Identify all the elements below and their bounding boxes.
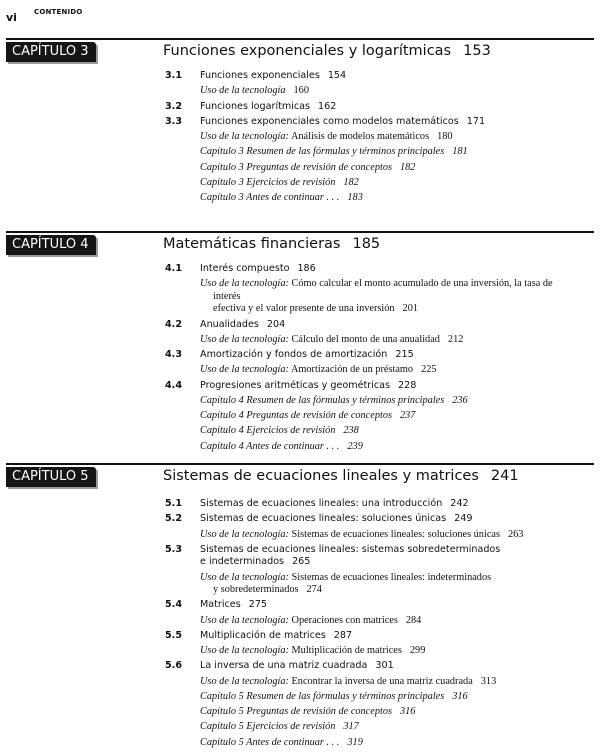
- review-title: Capítulo 4 Preguntas de revisión de conceptos: [200, 410, 392, 421]
- section-number: 5.6: [165, 660, 182, 672]
- toc-review-entry[interactable]: [200, 737, 565, 750]
- toc-review-entry[interactable]: [200, 691, 565, 704]
- toc-section-entry[interactable]: [165, 319, 565, 332]
- technology-label: Uso de la tecnología:: [200, 528, 289, 540]
- review-title: Capítulo 4 Resumen de las fórmulas y términos principales: [200, 394, 445, 406]
- section-number: 5.1: [165, 498, 182, 509]
- toc-section-entry[interactable]: [165, 630, 565, 643]
- entry-page: 236: [452, 394, 468, 406]
- entry-page: 201: [402, 303, 419, 315]
- toc-section-entry[interactable]: [165, 513, 565, 526]
- entry-page: 313: [480, 675, 497, 687]
- technology-label: Uso de la tecnología:: [200, 645, 289, 656]
- section-number: 4.3: [165, 349, 182, 360]
- section-number: 4.1: [165, 263, 182, 274]
- entry-page: 239: [347, 440, 363, 452]
- entry-page: 186: [297, 263, 316, 274]
- entry-page: 263: [507, 528, 524, 540]
- chapter-page: 153: [463, 43, 491, 59]
- technology-title: Cómo calcular el monto acumulado de una inversión, la tasa de interés efectiva y el valor presente de una inversión: [213, 278, 553, 315]
- entry-page: 287: [333, 629, 353, 641]
- chapter-entries: [165, 263, 565, 456]
- chapter-page: 185: [352, 236, 381, 252]
- section-title: Multiplicación de matrices: [200, 629, 326, 641]
- entry-page: 316: [400, 706, 416, 717]
- section-title: Amortización y fondos de amortización: [200, 349, 388, 360]
- section-number: 4.4: [165, 379, 182, 391]
- technology-label: Uso de la tecnología: [200, 85, 286, 97]
- toc-review-entry[interactable]: [200, 162, 565, 175]
- entry-page: 212: [447, 333, 464, 345]
- toc-technology-entry[interactable]: [200, 334, 565, 347]
- technology-label: Uso de la tecnología:: [200, 333, 289, 345]
- review-title: Capítulo 4 Ejercicios de revisión: [200, 425, 336, 437]
- entry-page: 204: [266, 318, 286, 330]
- toc-technology-entry[interactable]: [200, 529, 565, 542]
- technology-label: Uso de la tecnología:: [200, 131, 289, 142]
- review-title: Capítulo 3 Preguntas de revisión de conceptos: [200, 161, 392, 173]
- entry-page: 182: [343, 176, 359, 188]
- chapter-title-text: Matemáticas financieras: [163, 236, 341, 252]
- entry-page: 275: [248, 599, 268, 611]
- technology-title: Multiplicación de matrices: [291, 645, 402, 656]
- toc-technology-entry[interactable]: [200, 615, 565, 628]
- entry-page: 301: [375, 660, 394, 672]
- entry-page: 274: [306, 584, 322, 595]
- section-title: Interés compuesto: [200, 263, 290, 274]
- entry-page: 316: [452, 690, 468, 702]
- technology-label: Uso de la tecnología:: [200, 571, 289, 583]
- section-title: Sistemas de ecuaciones lineales: una introducción: [200, 498, 443, 509]
- technology-label: Uso de la tecnología:: [200, 614, 289, 626]
- section-number: 5.5: [165, 629, 182, 641]
- section-number: 3.1: [165, 70, 182, 81]
- entry-page: 183: [347, 192, 363, 203]
- review-title: Capítulo 5 Resumen de las fórmulas y términos principales: [200, 690, 445, 702]
- section-title: Funciones exponenciales: [200, 70, 320, 81]
- toc-section-entry[interactable]: [165, 380, 565, 393]
- toc-technology-entry[interactable]: [200, 278, 565, 316]
- section-title: Progresiones aritméticas y geométricas: [200, 379, 390, 391]
- entry-page: 299: [409, 645, 426, 656]
- review-title: Capítulo 3 Ejercicios de revisión: [200, 176, 336, 188]
- toc-review-entry[interactable]: [200, 706, 565, 719]
- toc-review-entry[interactable]: [200, 425, 565, 438]
- toc-technology-entry[interactable]: [200, 676, 565, 689]
- entry-page: 215: [395, 349, 414, 360]
- chapter-title-text: Sistemas de ecuaciones lineales y matrices: [163, 468, 479, 484]
- section-number: 3.2: [165, 100, 182, 112]
- toc-technology-entry[interactable]: [200, 85, 565, 98]
- toc-review-entry[interactable]: [200, 146, 565, 159]
- chapter-label-box: CAPÍTULO 3: [6, 42, 96, 62]
- toc-section-entry[interactable]: [165, 263, 565, 276]
- review-title: Capítulo 3 Antes de continuar . . .: [200, 192, 340, 203]
- chapter-title[interactable]: [163, 236, 380, 252]
- section-title: La inversa de una matriz cuadrada: [200, 660, 368, 672]
- toc-section-entry[interactable]: [165, 498, 565, 511]
- section-title: Sistemas de ecuaciones lineales: soluciones únicas: [200, 513, 447, 525]
- section-title: Funciones exponenciales como modelos matemáticos: [200, 115, 459, 127]
- chapter-title[interactable]: [163, 468, 519, 484]
- toc-technology-entry[interactable]: [200, 572, 565, 597]
- chapter-entries: [165, 70, 565, 207]
- review-title: Capítulo 5 Antes de continuar . . .: [200, 736, 340, 748]
- chapter-title-text: Funciones exponenciales y logarítmicas: [163, 43, 452, 59]
- technology-title: Análisis de modelos matemáticos: [290, 131, 430, 142]
- entry-page: 317: [343, 721, 359, 733]
- toc-section-entry[interactable]: [165, 116, 565, 129]
- review-title: Capítulo 4 Antes de continuar . . .: [200, 440, 340, 452]
- toc-review-entry[interactable]: [200, 410, 565, 423]
- toc-section-entry[interactable]: [165, 660, 565, 673]
- chapter-rule: [6, 38, 594, 40]
- technology-title: Sistemas de ecuaciones lineales: soluciones únicas: [291, 528, 500, 540]
- entry-page: 162: [318, 100, 337, 112]
- chapter-rule: [6, 231, 594, 233]
- chapter-title[interactable]: [163, 43, 491, 59]
- entry-page: 249: [454, 513, 473, 525]
- section-number: 3.3: [165, 115, 182, 127]
- entry-page: 319: [347, 736, 363, 748]
- technology-title: Sistemas de ecuaciones lineales: indeterminados y sobredeterminados: [213, 571, 492, 595]
- entry-page: 238: [343, 425, 359, 437]
- technology-label: Uso de la tecnología:: [200, 364, 289, 376]
- entry-page: 181: [452, 146, 468, 158]
- section-title: Funciones logarítmicas: [200, 100, 311, 112]
- toc-review-entry[interactable]: [200, 177, 565, 190]
- section-number: 5.3: [165, 543, 182, 555]
- toc-technology-entry[interactable]: [200, 645, 565, 658]
- toc-section-entry[interactable]: [165, 349, 565, 362]
- section-title: Anualidades: [200, 318, 259, 330]
- technology-label: Uso de la tecnología:: [200, 675, 289, 687]
- entry-page: 242: [450, 498, 469, 509]
- entry-page: 171: [466, 115, 486, 127]
- toc-technology-entry[interactable]: [200, 364, 565, 377]
- toc-review-entry[interactable]: [200, 721, 565, 734]
- entry-page: 180: [437, 131, 453, 142]
- toc-section-entry[interactable]: [165, 70, 565, 83]
- technology-title: Cálculo del monto de una anualidad: [291, 333, 440, 345]
- toc-review-entry[interactable]: [200, 441, 565, 454]
- running-header-label: CONTENIDO: [34, 8, 83, 16]
- chapter-entries: [165, 498, 565, 752]
- toc-section-entry[interactable]: [165, 544, 565, 569]
- section-number: 5.2: [165, 513, 182, 525]
- chapter-page: 241: [490, 468, 519, 484]
- section-number: 5.4: [165, 599, 182, 611]
- toc-section-entry[interactable]: [165, 101, 565, 114]
- toc-section-entry[interactable]: [165, 599, 565, 612]
- entry-page: 182: [400, 161, 416, 173]
- entry-page: 284: [405, 614, 422, 626]
- chapter-rule: [6, 463, 594, 465]
- entry-page: 228: [398, 379, 417, 391]
- toc-technology-entry[interactable]: [200, 131, 565, 144]
- section-title: Sistemas de ecuaciones lineales: sistemas sobredeterminados e indeterminados: [200, 543, 501, 568]
- chapter-label-box: CAPÍTULO 4: [6, 235, 96, 255]
- technology-title: Amortización de un préstamo: [290, 364, 414, 376]
- technology-label: Uso de la tecnología:: [200, 278, 289, 290]
- entry-page: 154: [327, 70, 347, 81]
- review-title: Capítulo 3 Resumen de las fórmulas y términos principales: [200, 146, 445, 158]
- entry-page: 160: [293, 85, 309, 97]
- technology-title: Encontrar la inversa de una matriz cuadrada: [291, 675, 473, 687]
- chapter-label-box: CAPÍTULO 5: [6, 467, 96, 487]
- section-number: 4.2: [165, 318, 182, 330]
- technology-title: Operaciones con matrices: [291, 614, 398, 626]
- review-title: Capítulo 5 Preguntas de revisión de conceptos: [200, 706, 392, 717]
- entry-page: 225: [421, 364, 437, 376]
- review-title: Capítulo 5 Ejercicios de revisión: [200, 721, 336, 733]
- running-header: [6, 6, 83, 25]
- section-title: Matrices: [200, 599, 241, 611]
- entry-page: 237: [400, 410, 416, 421]
- entry-page: 265: [292, 556, 311, 568]
- page-number: vi: [6, 11, 17, 24]
- toc-review-entry[interactable]: [200, 395, 565, 408]
- toc-review-entry[interactable]: [200, 192, 565, 205]
